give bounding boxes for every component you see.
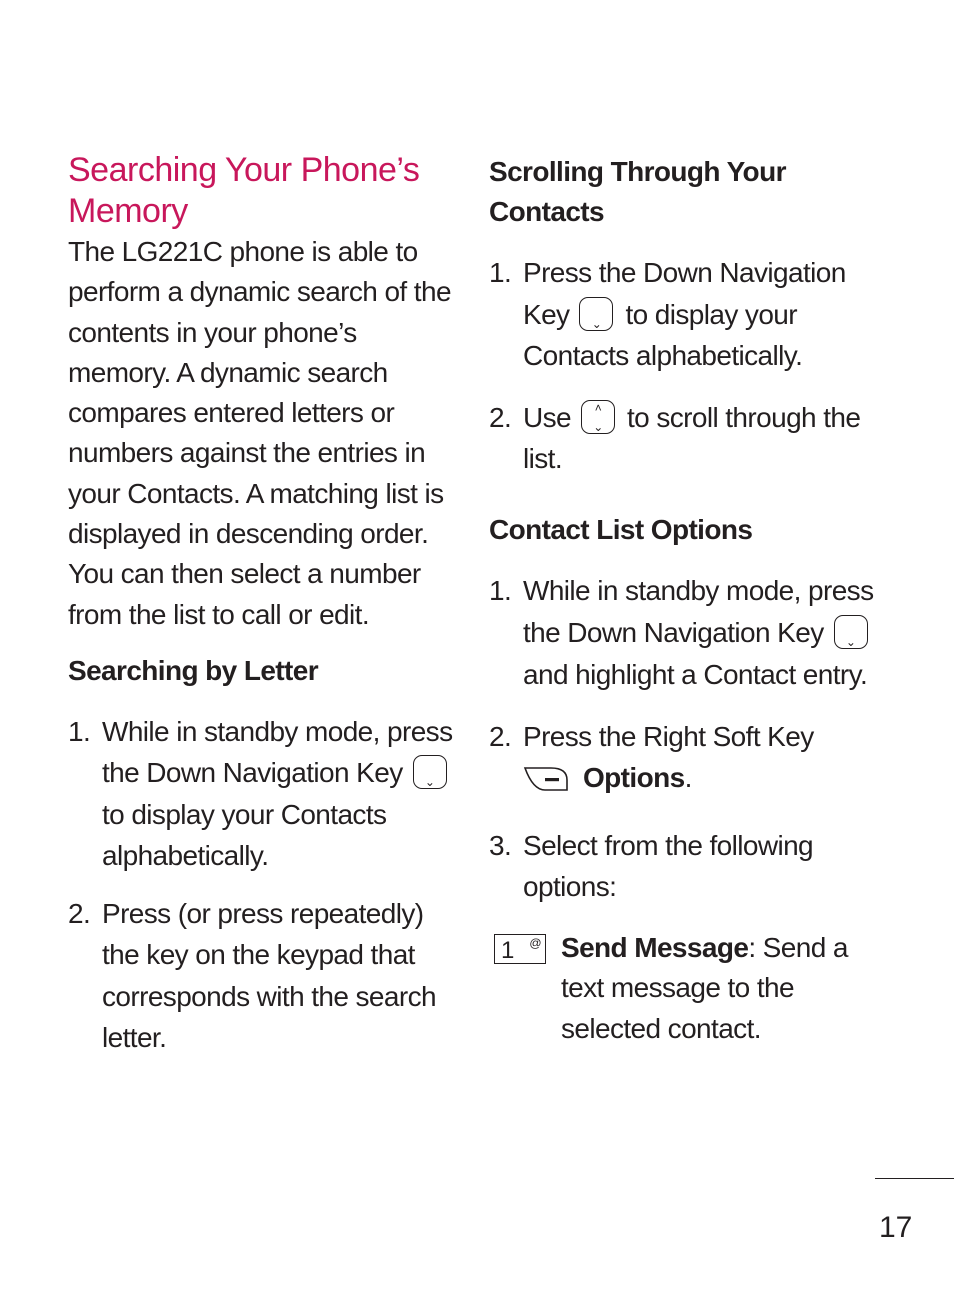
page-number: 17 [879, 1211, 913, 1244]
scrolling-heading: Scrolling Through Your Contacts [489, 156, 786, 227]
list-item: 3. Select from the following options: [489, 829, 814, 902]
left-column [68, 150, 460, 1059]
list-item: 1. Press the Down Navigation Key ⌄ to display your Contacts alphabetically. [489, 257, 846, 371]
search-steps [68, 711, 460, 1059]
list-item: 2. Press the Right Soft Key Options. [489, 716, 881, 805]
section-title: Searching Your Phone’s Memory [68, 151, 420, 230]
down-nav-key-icon: ⌄ [834, 615, 868, 649]
down-nav-key-icon: ⌄ [413, 755, 447, 789]
list-item: 1. While in standby mode, press the Down Navigation Key ⌄ to display your Contacts alphabetically. [68, 715, 453, 872]
option-send-message: 1 @ Send Message: Send a text message to the selected contact. [489, 928, 881, 1050]
scroll-steps [489, 252, 881, 480]
intro-paragraph: The LG221C phone is able to perform a dynamic search of the contents in your phone’s memory. A dynamic search compares entered letters or numbers against the entries in your Contacts. A matching list is displayed in descending order. You can then select a number from the list to call or edit. [68, 236, 451, 630]
keypad-1-key-icon: 1 @ [494, 934, 546, 964]
list-item: 1. While in standby mode, press the Down Navigation Key ⌄ and highlight a Contact entry. [489, 574, 874, 690]
contact-list-options-heading: Contact List Options [489, 513, 753, 545]
right-column [489, 152, 881, 1049]
options-steps [489, 570, 881, 908]
searching-by-letter-heading: Searching by Letter [68, 654, 319, 686]
right-soft-key-icon [523, 763, 569, 805]
up-down-nav-key-icon: ˄ ⌄ [581, 400, 615, 434]
list-item: 2. Use ˄ ⌄ to scroll through the list. [489, 400, 861, 474]
footer-rule [875, 1178, 954, 1179]
list-item: 2. Press (or press repeatedly) the key on the keypad that corresponds with the search letter. [68, 897, 436, 1054]
down-nav-key-icon: ⌄ [579, 297, 613, 331]
